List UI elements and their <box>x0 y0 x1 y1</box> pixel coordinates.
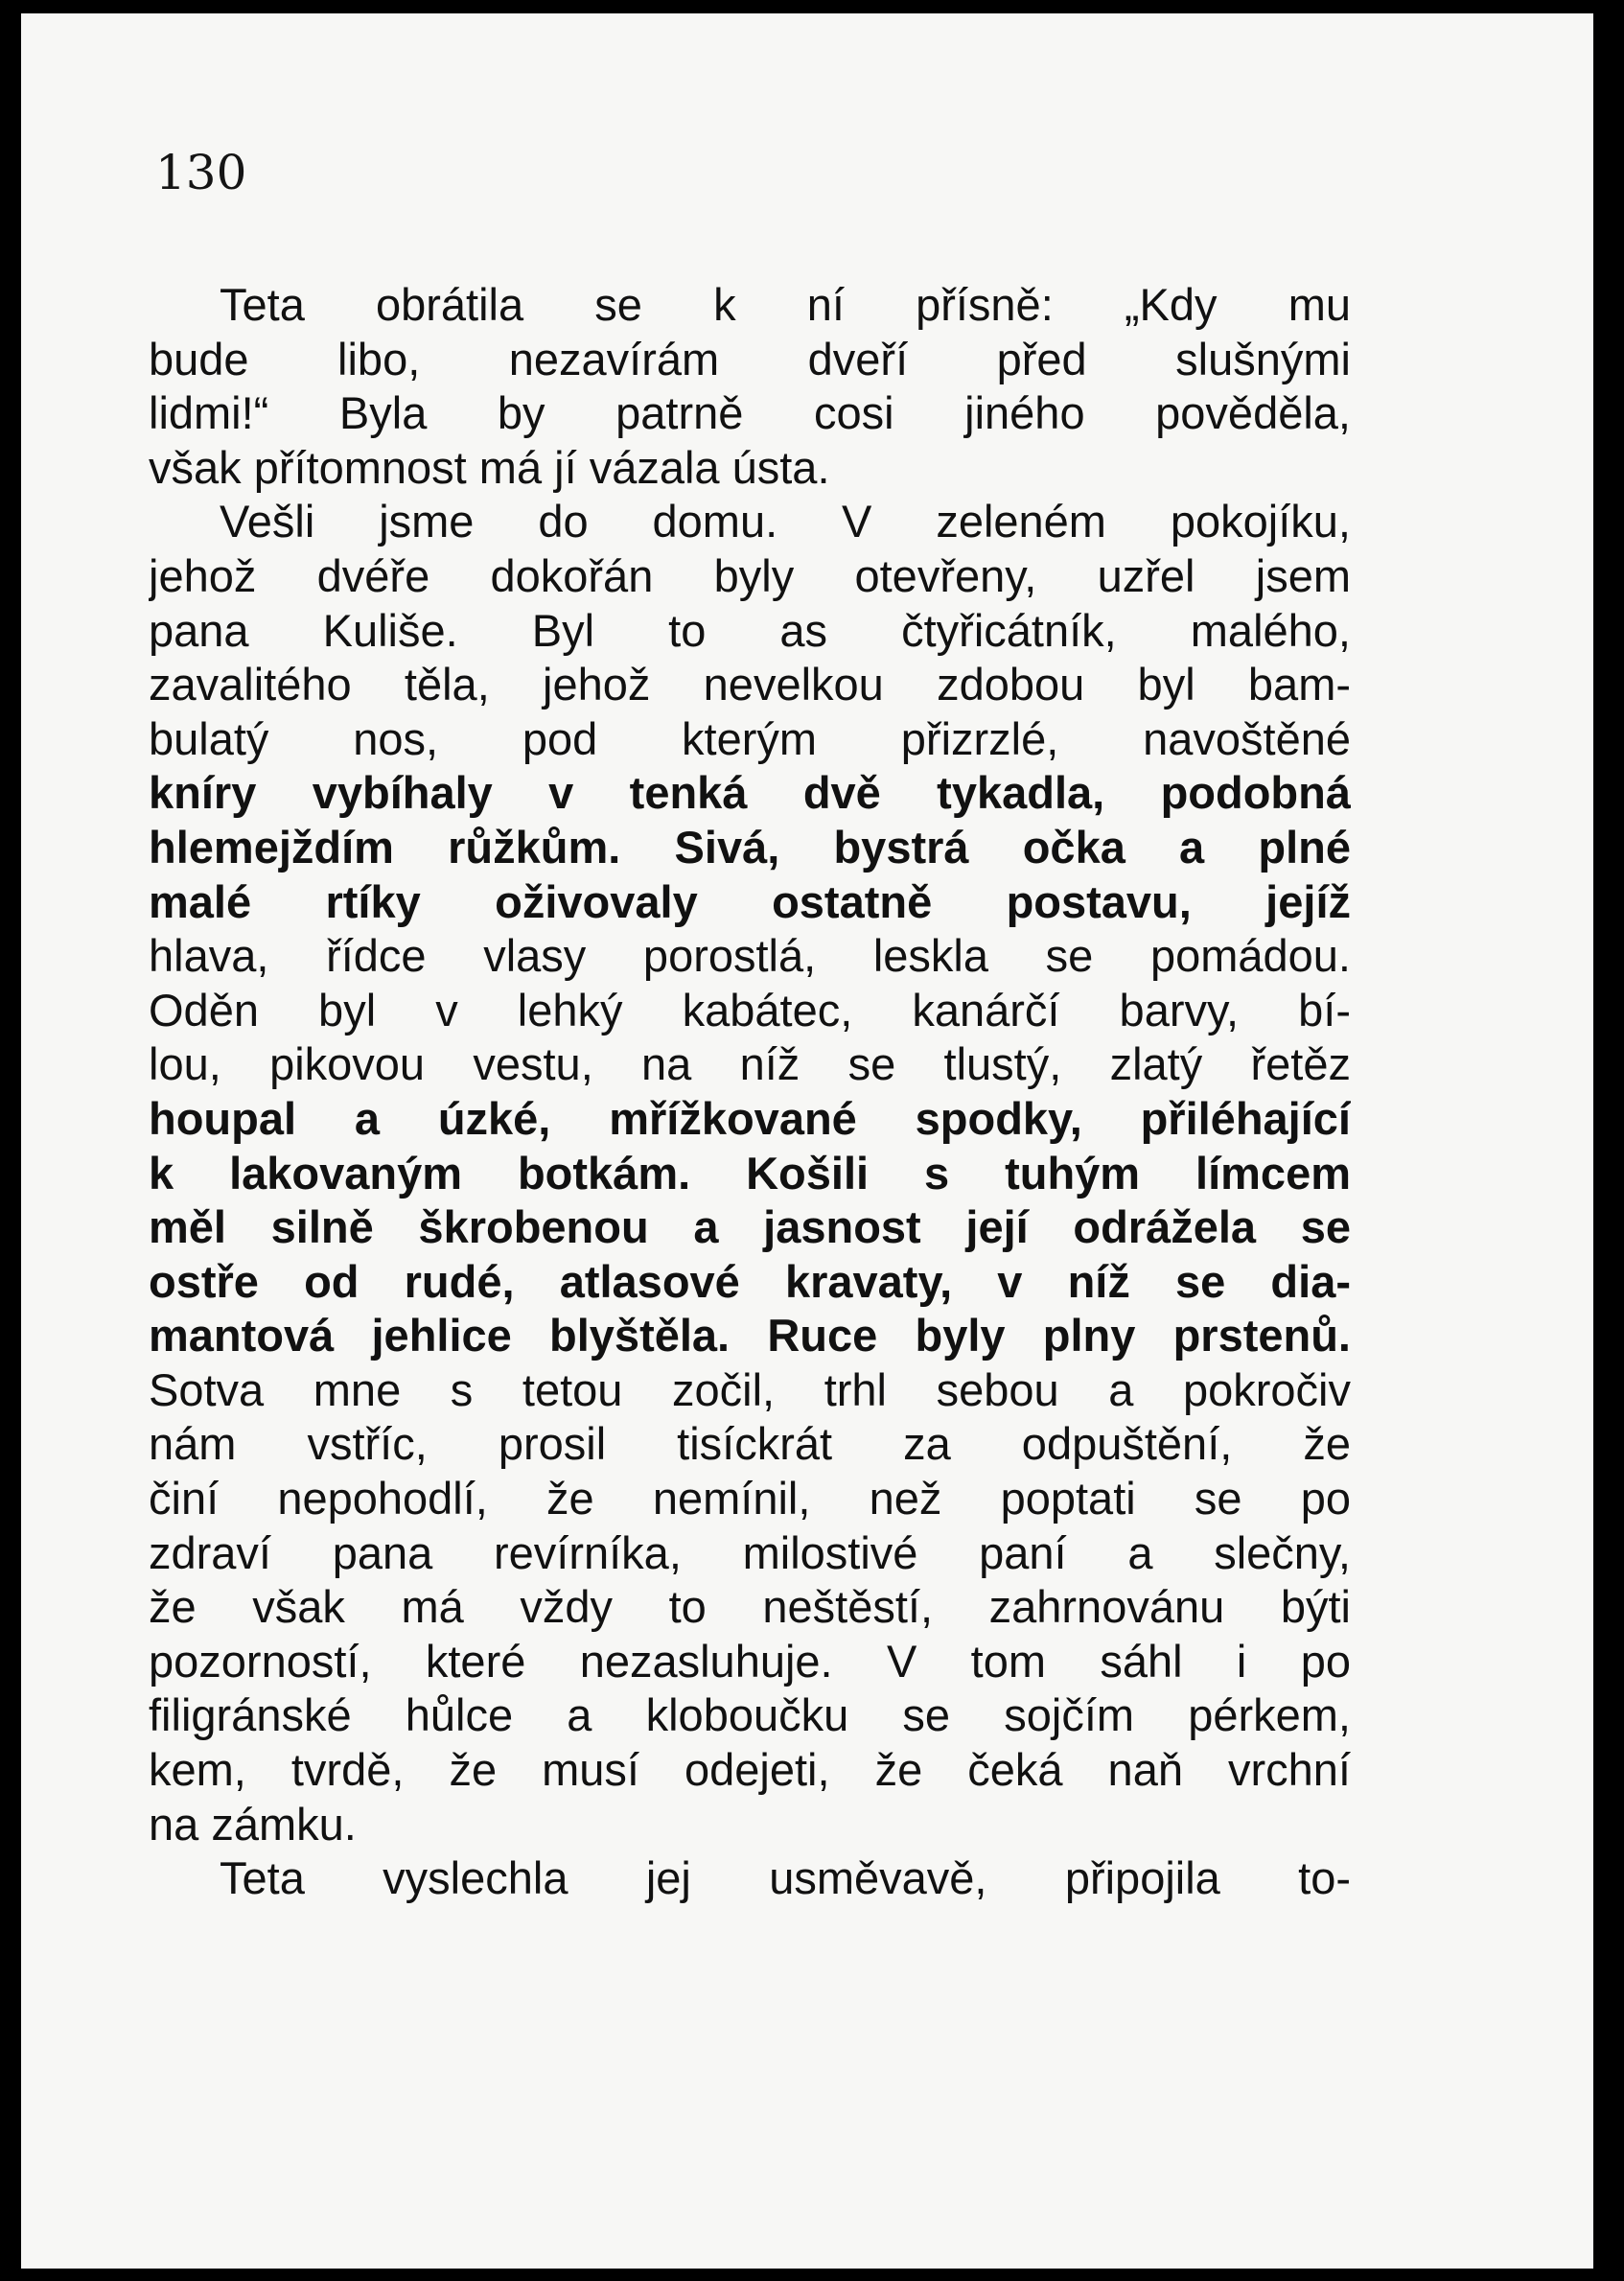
text-line: houpal a úzké, mřížkované spodky, přiléhající <box>149 1092 1351 1144</box>
text-line: Sotva mne s tetou zočil, trhl sebou a pokročiv <box>149 1363 1351 1415</box>
text-line: jehož dvéře dokořán byly otevřeny, uzřel jsem <box>149 549 1351 601</box>
text-line: však přítomnost má jí vázala ústa. <box>149 441 830 493</box>
text-line: mantová jehlice blyštěla. Ruce byly plny prstenů. <box>149 1310 1351 1362</box>
text-line: lou, pikovou vestu, na níž se tlustý, zlatý řetěz <box>149 1038 1351 1090</box>
text-line: ostře od rudé, atlasové kravaty, v níž se dia- <box>149 1255 1351 1307</box>
text-line: Oděn byl v lehký kabátec, kanárčí barvy, bí- <box>149 984 1351 1036</box>
page-number: 130 <box>155 145 247 200</box>
text-line: k lakovaným botkám. Košili s tuhým límcem <box>149 1147 1351 1199</box>
text-line: pozorností, které nezasluhuje. V tom sáhl i po <box>149 1635 1351 1687</box>
text-line: že však má vždy to neštěstí, zahrnovánu býti <box>149 1581 1351 1633</box>
text-line: zdraví pana revírníka, milostivé paní a slečny, <box>149 1526 1351 1578</box>
text-line: Vešli jsme do domu. V zeleném pokojíku, <box>220 496 1351 547</box>
text-line: filigránské hůlce a kloboučku se sojčím pérkem, <box>149 1689 1351 1741</box>
text-line: bulatý nos, pod kterým přizrzlé, navoštěné <box>149 712 1351 764</box>
text-line: kem, tvrdě, že musí odejeti, že čeká naň vrchní <box>149 1744 1351 1796</box>
text-line: zavalitého těla, jehož nevelkou zdobou byl bam- <box>149 659 1351 710</box>
body-text <box>149 278 1351 1906</box>
text-line: hlemejždím růžkům. Sivá, bystrá očka a plné <box>149 821 1351 873</box>
text-line: bude libo, nezavírám dveří před slušnými <box>149 333 1351 384</box>
text-line: měl silně škrobenou a jasnost její odrážela se <box>149 1201 1351 1253</box>
text-line: činí nepohodlí, že nemínil, než poptati se po <box>149 1473 1351 1525</box>
text-line: Teta vyslechla jej usměvavě, připojila to- <box>220 1852 1351 1904</box>
text-line: Teta obrátila se k ní přísně: „Kdy mu <box>220 279 1351 330</box>
text-line: pana Kuliše. Byl to as čtyřicátník, malého, <box>149 604 1351 656</box>
book-page <box>21 13 1593 2269</box>
text-line: na zámku. <box>149 1798 357 1850</box>
text-line: hlava, řídce vlasy porostlá, leskla se pomádou. <box>149 930 1351 982</box>
text-line: kníry vybíhaly v tenká dvě tykadla, podobná <box>149 767 1351 819</box>
text-line: malé rtíky oživovaly ostatně postavu, jejíž <box>149 875 1351 927</box>
text-line: lidmi!“ Byla by patrně cosi jiného pověděla, <box>149 387 1351 439</box>
text-line: nám vstříc, prosil tisíckrát za odpuštění, že <box>149 1418 1351 1470</box>
